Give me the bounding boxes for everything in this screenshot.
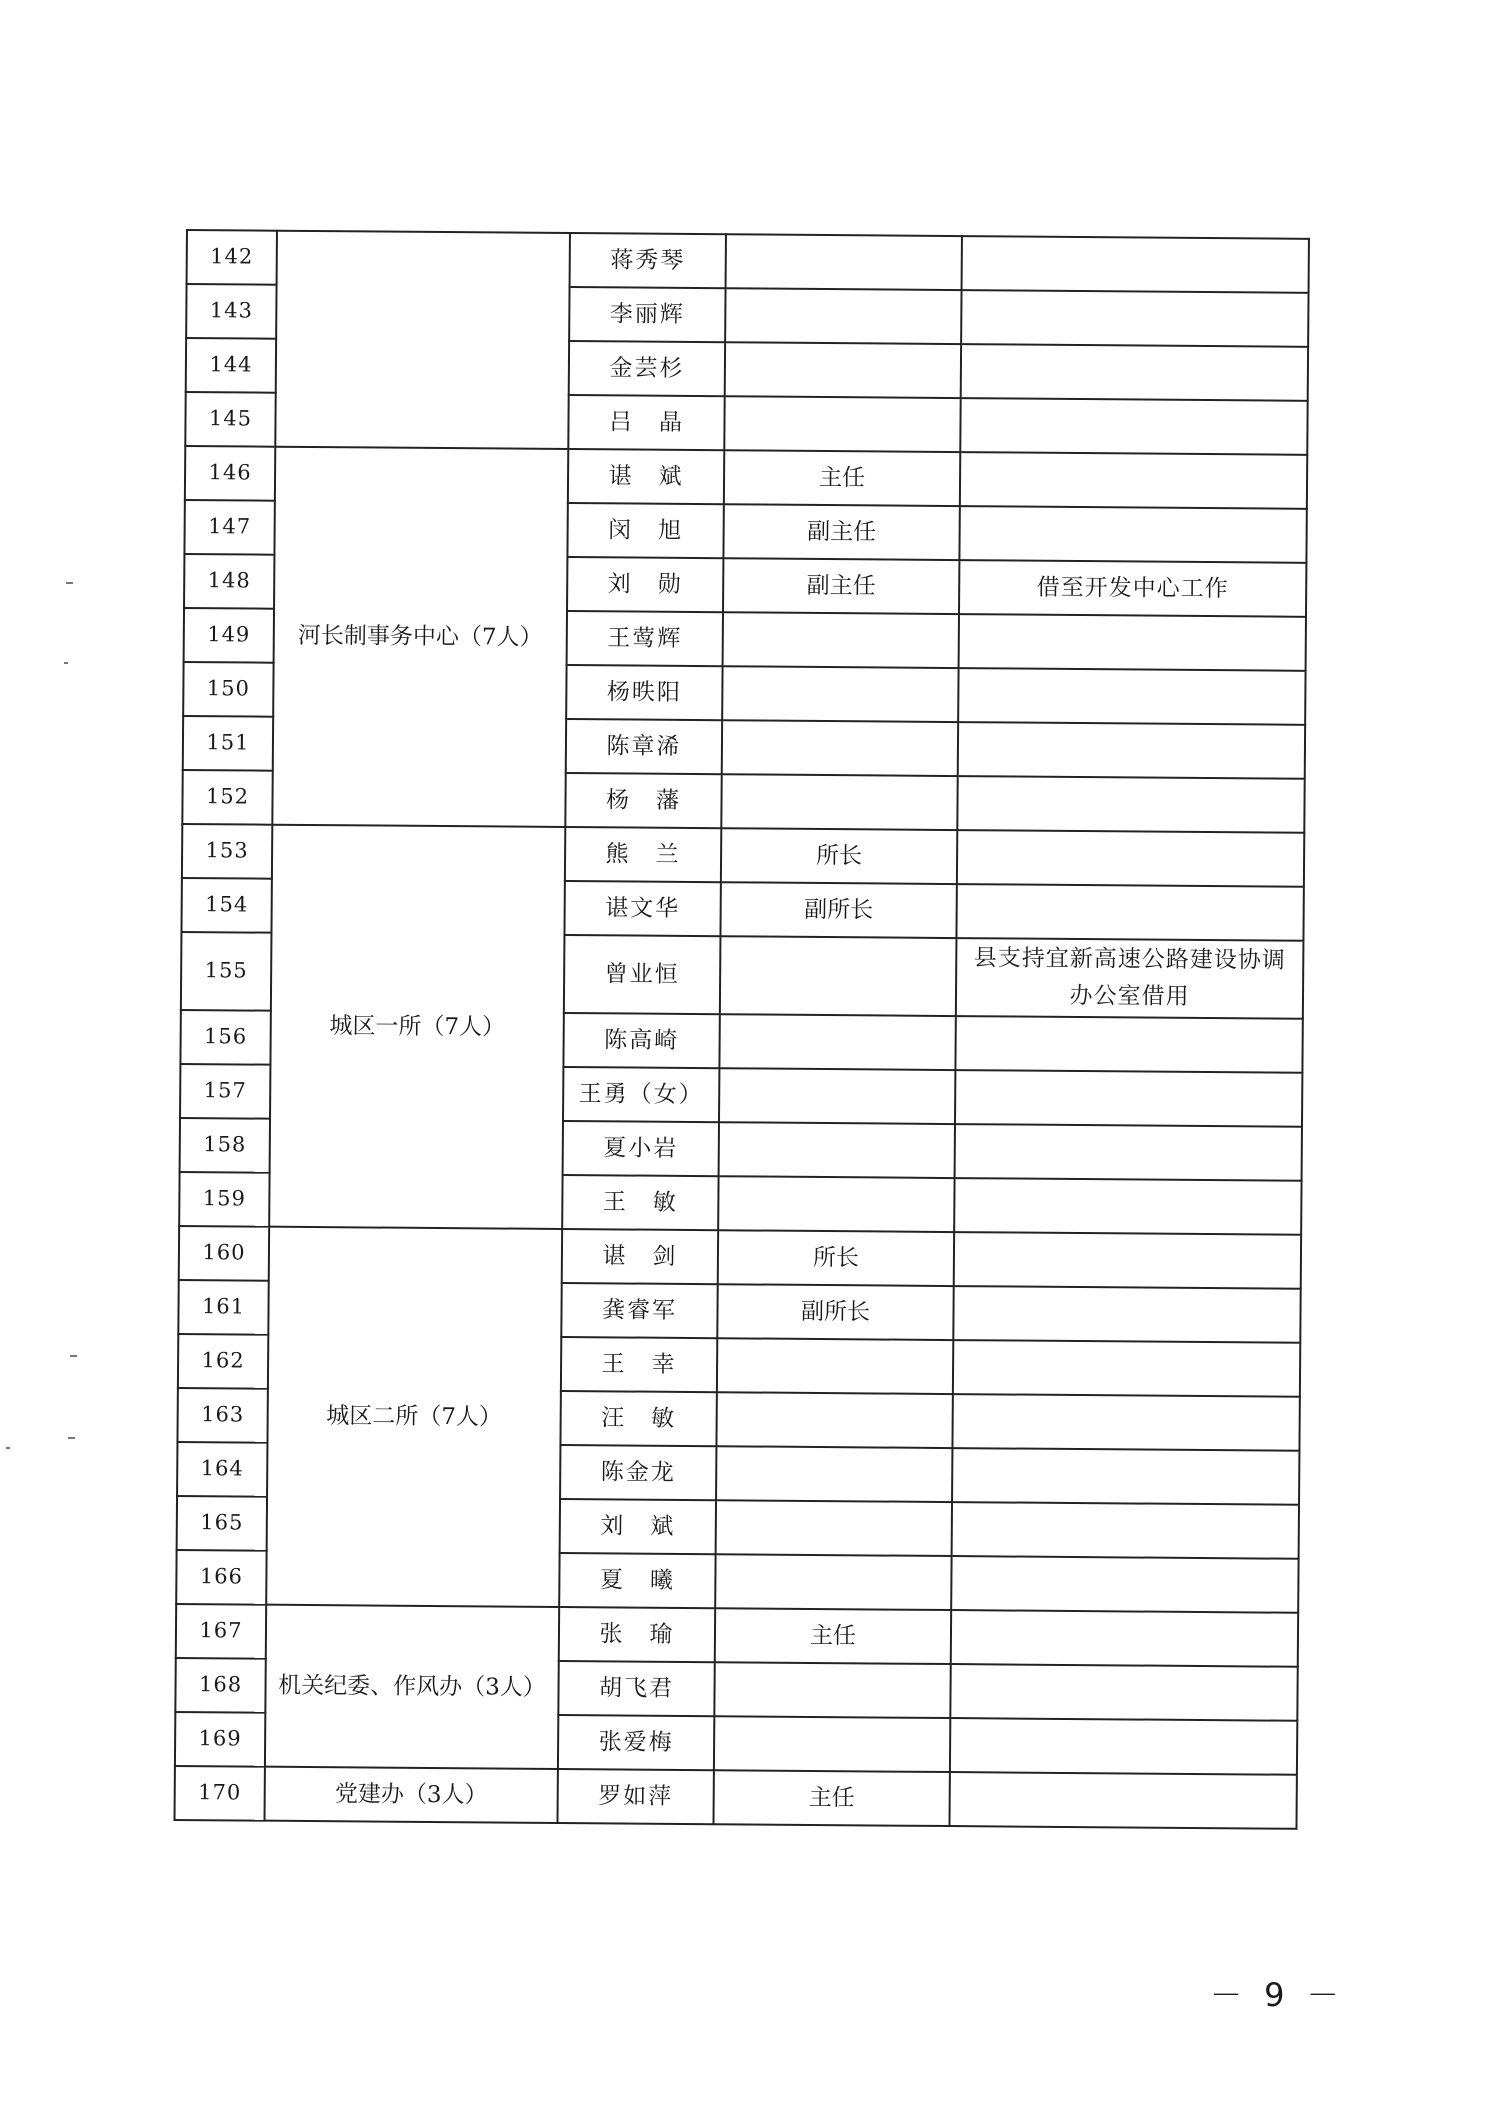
note-cell (950, 1718, 1297, 1775)
note-cell (955, 1016, 1302, 1073)
note-cell (955, 1124, 1302, 1181)
unit-cell: 城区一所（7人） (269, 825, 565, 1229)
unit-cell (275, 231, 570, 449)
name-cell: 胡飞君 (558, 1661, 714, 1716)
note-cell (955, 1070, 1302, 1127)
row-number: 168 (175, 1658, 265, 1713)
name-cell: 龚睿军 (561, 1283, 717, 1338)
name-cell: 张爱梅 (558, 1715, 714, 1770)
post-cell (714, 1662, 950, 1718)
name-cell: 汪 敏 (560, 1391, 716, 1446)
post-cell: 主任 (713, 1770, 949, 1826)
note-cell (960, 452, 1307, 509)
name-cell: 王勇（女） (563, 1067, 719, 1122)
post-cell (726, 234, 962, 290)
note-cell (951, 1610, 1298, 1667)
unit-cell: 河长制事务中心（7人） (272, 447, 568, 827)
row-number: 144 (186, 338, 276, 393)
post-cell (721, 774, 957, 830)
post-cell (719, 1014, 955, 1070)
row-number: 160 (179, 1226, 269, 1281)
post-cell: 所长 (721, 828, 957, 884)
row-number: 158 (180, 1118, 270, 1173)
post-cell (719, 1068, 955, 1124)
name-cell: 谌 斌 (568, 449, 724, 504)
name-cell: 谌 剑 (562, 1229, 718, 1284)
row-number: 166 (176, 1550, 266, 1605)
row-number: 146 (185, 446, 275, 501)
name-cell: 李丽辉 (569, 287, 725, 342)
row-number: 142 (187, 230, 277, 285)
name-cell: 闵 旭 (567, 503, 723, 558)
row-number: 154 (181, 878, 271, 933)
post-cell (716, 1392, 952, 1448)
name-cell: 王 敏 (562, 1175, 718, 1230)
note-cell: 县支持宜新高速公路建设协调办公室借用 (956, 938, 1304, 1019)
note-cell (953, 1340, 1300, 1397)
note-cell (960, 398, 1307, 455)
row-number: 169 (175, 1712, 265, 1767)
table-row (187, 230, 1309, 293)
name-cell: 王莺辉 (567, 611, 723, 666)
post-cell (719, 1122, 955, 1178)
note-cell (961, 344, 1308, 401)
note-cell: 借至开发中心工作 (959, 560, 1306, 617)
name-cell: 吕 晶 (568, 395, 724, 450)
name-cell: 金芸杉 (569, 341, 725, 396)
note-cell (957, 830, 1304, 887)
name-cell: 杨 藩 (565, 773, 721, 828)
row-number: 161 (178, 1280, 268, 1335)
post-cell (722, 666, 958, 722)
note-cell (951, 1556, 1298, 1613)
name-cell: 陈金龙 (560, 1445, 716, 1500)
row-number: 148 (184, 554, 274, 609)
note-cell (956, 884, 1303, 941)
table-row (179, 1226, 1301, 1289)
note-cell (950, 1664, 1297, 1721)
row-number: 153 (182, 824, 272, 879)
table-row (176, 1604, 1298, 1667)
post-cell (714, 1716, 950, 1772)
row-number: 159 (179, 1172, 269, 1227)
post-cell (725, 342, 961, 398)
row-number: 155 (181, 932, 272, 1011)
note-cell (949, 1772, 1296, 1829)
post-cell: 副所长 (717, 1284, 953, 1340)
table-row (175, 1766, 1297, 1829)
name-cell: 刘 勋 (567, 557, 723, 612)
post-cell (717, 1338, 953, 1394)
name-cell: 陈高崎 (563, 1013, 719, 1068)
name-cell: 蒋秀琴 (570, 233, 726, 288)
unit-cell: 机关纪委、作风办（3人） (265, 1605, 559, 1769)
post-cell: 副所长 (720, 882, 956, 938)
note-cell (959, 614, 1306, 671)
note-cell (962, 236, 1309, 293)
scan-speck (64, 662, 68, 664)
scan-speck (68, 1437, 75, 1439)
note-cell (952, 1448, 1299, 1505)
scan-speck (66, 582, 73, 584)
name-cell: 夏 曦 (559, 1553, 715, 1608)
name-cell: 陈章浠 (566, 719, 722, 774)
note-cell (961, 290, 1308, 347)
row-number: 162 (178, 1334, 268, 1389)
row-number: 147 (184, 500, 274, 555)
row-number: 150 (183, 662, 273, 717)
row-number: 167 (176, 1604, 266, 1659)
name-cell: 罗如萍 (557, 1769, 713, 1824)
note-cell (954, 1232, 1301, 1289)
scan-speck (6, 1447, 10, 1449)
post-cell (716, 1500, 952, 1556)
name-cell: 曾业恒 (564, 935, 721, 1014)
name-cell: 刘 斌 (560, 1499, 716, 1554)
row-number: 157 (180, 1064, 270, 1119)
unit-cell: 城区二所（7人） (266, 1227, 562, 1607)
note-cell (958, 722, 1305, 779)
post-cell (725, 288, 961, 344)
post-cell: 主任 (724, 450, 960, 506)
page-number: － 9 － (1210, 1976, 1345, 2014)
note-cell (952, 1502, 1299, 1559)
row-number: 164 (177, 1442, 267, 1497)
row-number: 170 (175, 1766, 265, 1821)
note-cell (954, 1178, 1301, 1235)
row-number: 145 (185, 392, 275, 447)
row-number: 156 (180, 1010, 270, 1065)
note-cell (957, 776, 1304, 833)
row-number: 165 (177, 1496, 267, 1551)
roster-table (173, 229, 1309, 1830)
post-cell (720, 936, 957, 1016)
name-cell: 谌文华 (564, 881, 720, 936)
post-cell (724, 396, 960, 452)
row-number: 143 (186, 284, 276, 339)
row-number: 149 (184, 608, 274, 663)
row-number: 151 (183, 716, 273, 771)
scan-speck (70, 1355, 77, 1357)
note-cell (959, 506, 1306, 563)
post-cell (718, 1176, 954, 1232)
table-row (185, 446, 1307, 509)
post-cell: 副主任 (723, 504, 959, 560)
unit-cell: 党建办（3人） (265, 1767, 558, 1823)
post-cell (716, 1446, 952, 1502)
row-number: 163 (177, 1388, 267, 1443)
name-cell: 王 幸 (561, 1337, 717, 1392)
post-cell (723, 612, 959, 668)
name-cell: 夏小岩 (563, 1121, 719, 1176)
name-cell: 杨昳阳 (566, 665, 722, 720)
post-cell (715, 1554, 951, 1610)
name-cell: 熊 兰 (565, 827, 721, 882)
post-cell: 所长 (718, 1230, 954, 1286)
table-row (182, 824, 1304, 887)
post-cell (722, 720, 958, 776)
note-cell (953, 1286, 1300, 1343)
name-cell: 张 瑜 (559, 1607, 715, 1662)
note-cell (952, 1394, 1299, 1451)
note-cell (958, 668, 1305, 725)
row-number: 152 (182, 770, 272, 825)
post-cell: 主任 (715, 1608, 951, 1664)
staff-roster-table (173, 229, 1307, 1830)
post-cell: 副主任 (723, 558, 959, 614)
